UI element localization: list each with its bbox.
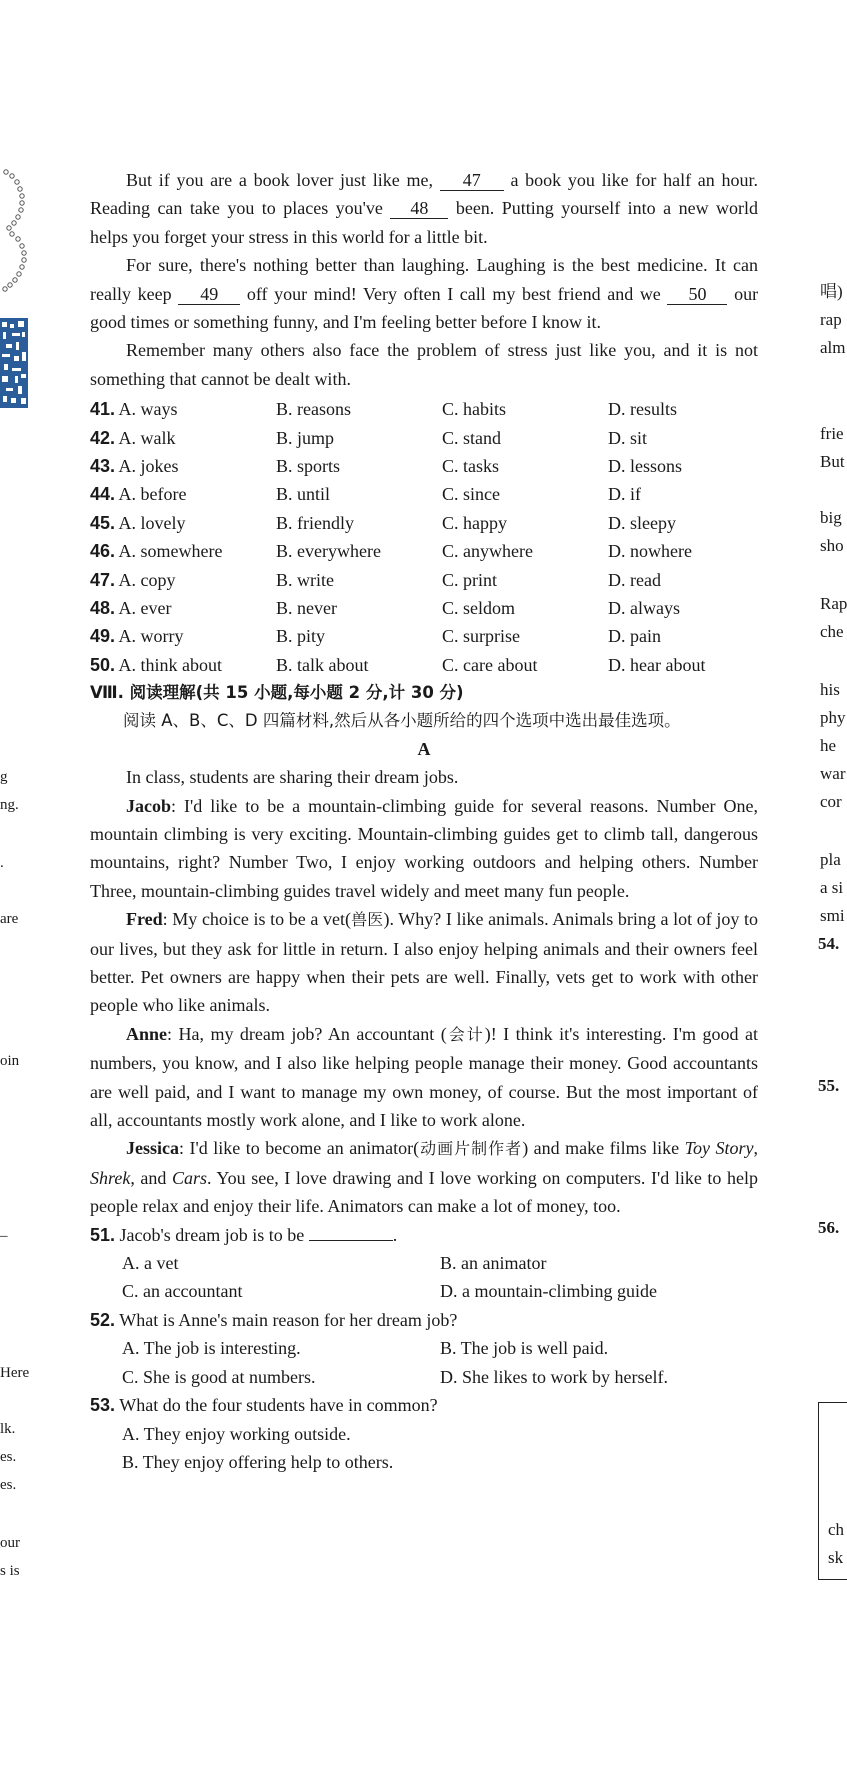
option-c: C. happy xyxy=(442,512,507,533)
blank-47: 47 xyxy=(440,170,504,191)
left-fragment: our xyxy=(0,1535,20,1551)
option-d: D. hear about xyxy=(608,654,706,675)
option-a: A. think about xyxy=(118,654,223,675)
left-fragment: are xyxy=(0,911,19,927)
text: : I'd like to become an animator( xyxy=(179,1138,420,1159)
question-number: 41. xyxy=(90,399,116,420)
right-fragment: smi xyxy=(820,906,845,925)
choice-c: C. an accountant xyxy=(122,1281,243,1302)
right-fragment: sk xyxy=(828,1548,844,1567)
choice-row xyxy=(90,1363,758,1391)
question-number: 53. xyxy=(90,1395,116,1416)
option-row xyxy=(90,622,758,650)
option-b: B. friendly xyxy=(276,512,354,533)
right-fragment: che xyxy=(820,622,844,641)
right-fragment: 唱) xyxy=(820,282,843,301)
text: ). Why? I like animals. Animals bring a lot of joy to our lives, but they ask for little in return. I also enjoy helping animals and their owners feel better. Pet owners are happy when their pets are well. Finally, vets get to work with other people who like animals. xyxy=(90,909,758,1016)
right-margin-strip xyxy=(810,0,847,1780)
choice-row xyxy=(90,1334,758,1362)
choice-row xyxy=(90,1249,758,1277)
choice-a: A. a vet xyxy=(122,1253,179,1274)
cloze-paragraph-1 xyxy=(90,166,758,251)
text: , and xyxy=(130,1167,167,1188)
text: : I'd like to be a mountain-climbing guide for several reasons. Number One, mountain climbing is very exciting. Mountain-climbing guides get to climb tall, dangerous mountains, right? Number Two, I enjoy working outdoors and helping others. Number Three, mountain-climbing guides travel widely and meet many fun people. xyxy=(90,795,758,901)
right-fragment: he xyxy=(820,736,837,755)
speaker-name: Jessica xyxy=(126,1138,179,1159)
option-row xyxy=(90,651,758,679)
speaker-name: Jacob xyxy=(126,795,171,816)
blank-48: 48 xyxy=(390,198,448,219)
speaker-name: Fred xyxy=(126,909,163,930)
text: )! I think it's interesting. I'm good at numbers, you know, and I also like helping people manage their money. Good accountants are well paid, and I want to manage my own money, of course. But the most important of all, accountants mostly work alone, and I like to work alone. xyxy=(90,1023,758,1131)
question-number: 50. xyxy=(90,654,116,675)
option-row xyxy=(90,537,758,565)
choice-b: B. The job is well paid. xyxy=(440,1338,609,1359)
option-d: D. sit xyxy=(608,427,648,448)
choice-d: D. a mountain-climbing guide xyxy=(440,1281,657,1302)
question-number: 44. xyxy=(90,484,116,505)
right-fragment: alm xyxy=(820,338,846,357)
answer-blank xyxy=(309,1240,393,1241)
choice-a: A. The job is interesting. xyxy=(122,1338,301,1359)
film-title: Toy Story xyxy=(684,1138,754,1159)
text: , xyxy=(753,1138,758,1159)
left-fragment: Here xyxy=(0,1365,30,1381)
right-fragment: war xyxy=(820,764,846,783)
question-53 xyxy=(90,1391,758,1419)
choice-b: B. They enjoy offering help to others. xyxy=(122,1451,394,1472)
left-margin-strip xyxy=(0,0,40,1780)
section-heading: Ⅷ. 阅读理解(共 15 小题,每小题 2 分,计 30 分) xyxy=(90,683,464,703)
question-51 xyxy=(90,1221,758,1249)
option-b: B. everywhere xyxy=(276,541,381,562)
option-b: B. until xyxy=(276,484,331,505)
jessica-paragraph xyxy=(90,1134,758,1220)
cloze-options-list xyxy=(90,395,758,679)
option-a: A. before xyxy=(118,484,187,505)
right-fragment: cor xyxy=(820,792,842,811)
right-fragment: his xyxy=(820,680,840,699)
question-number: 43. xyxy=(90,456,116,477)
right-fragment: frie xyxy=(820,424,844,443)
option-a: A. worry xyxy=(118,626,184,647)
option-d: D. always xyxy=(608,597,680,618)
speaker-name: Anne xyxy=(126,1023,168,1044)
left-fragment: g xyxy=(0,769,8,785)
text: : Ha, my dream job? An accountant ( xyxy=(167,1023,447,1044)
choice-row xyxy=(90,1277,758,1305)
option-b: B. pity xyxy=(276,626,326,647)
question-number: 46. xyxy=(90,541,116,562)
right-fragment: sho xyxy=(820,536,844,555)
right-fragment: Rap xyxy=(820,594,847,613)
text: ) and make films like xyxy=(522,1138,680,1159)
left-fragment: es. xyxy=(0,1477,17,1493)
option-b: B. talk about xyxy=(276,654,369,675)
option-c: C. care about xyxy=(442,654,538,675)
choice-c: C. She is good at numbers. xyxy=(122,1366,316,1387)
option-c: C. tasks xyxy=(442,456,500,477)
main-column xyxy=(90,166,758,1476)
right-question-number: 55. xyxy=(818,1076,840,1095)
bead-chain-decoration xyxy=(0,168,30,298)
option-row xyxy=(90,509,758,537)
option-row xyxy=(90,566,758,594)
choice-d: D. She likes to work by herself. xyxy=(440,1366,668,1387)
option-a: A. jokes xyxy=(118,456,179,477)
chinese-gloss: 动画片制作者 xyxy=(419,1139,523,1159)
option-d: D. pain xyxy=(608,626,661,647)
choice-b: B. an animator xyxy=(440,1253,547,1274)
text: For sure, there's nothing better than laughing. Laughing is the best medicine. It can really keep xyxy=(90,255,758,304)
question-stem: Jacob's dream job is to be xyxy=(119,1224,305,1245)
text: : My choice is to be a vet( xyxy=(162,909,352,930)
right-fragment: big xyxy=(820,508,842,527)
right-fragment: ch xyxy=(828,1520,845,1539)
left-fragment: es. xyxy=(0,1449,17,1465)
option-row xyxy=(90,452,758,480)
option-c: C. anywhere xyxy=(442,541,533,562)
cloze-paragraph-3: Remember many others also face the problem of stress just like you, and it is not something that cannot be dealt with. xyxy=(90,340,758,389)
left-fragment: _ xyxy=(0,1223,8,1239)
right-question-number: 56. xyxy=(818,1218,840,1237)
choice-a: A. They enjoy working outside. xyxy=(122,1423,351,1444)
option-row xyxy=(90,395,758,423)
option-b: B. never xyxy=(276,597,337,618)
fred-paragraph xyxy=(90,905,758,1020)
right-fragment: rap xyxy=(820,310,842,329)
option-a: A. ways xyxy=(118,399,178,420)
right-question-number: 54. xyxy=(818,934,840,953)
right-fragment: phy xyxy=(820,708,846,727)
option-c: C. habits xyxy=(442,399,507,420)
option-c: C. seldom xyxy=(442,597,516,618)
question-stem: What is Anne's main reason for her dream job? xyxy=(119,1309,458,1330)
option-d: D. nowhere xyxy=(608,541,692,562)
option-a: A. lovely xyxy=(118,512,186,533)
text: off your mind! Very often I call my best friend and we xyxy=(246,283,661,304)
cloze-paragraph-2 xyxy=(90,251,758,336)
chinese-gloss: 兽医 xyxy=(351,910,384,930)
question-52 xyxy=(90,1306,758,1334)
option-row xyxy=(90,480,758,508)
option-c: C. since xyxy=(442,484,500,505)
text: been. Putting yourself into a new world helps you forget your stress in this world for a little bit. xyxy=(90,198,759,247)
question-number: 47. xyxy=(90,569,116,590)
option-c: C. surprise xyxy=(442,626,520,647)
text: a book you like for half an hour. Reading can take you to places you've xyxy=(90,170,759,219)
right-fragment: pla xyxy=(820,850,841,869)
question-number: 45. xyxy=(90,512,116,533)
option-a: A. walk xyxy=(118,427,176,448)
option-row xyxy=(90,594,758,622)
section-instruction: 阅读 A、B、C、D 四篇材料,然后从各小题所给的四个选项中选出最佳选项。 xyxy=(123,711,681,731)
option-d: D. sleepy xyxy=(608,512,676,533)
qr-code xyxy=(0,318,28,408)
jacob-paragraph xyxy=(90,792,758,906)
right-fragment: But xyxy=(820,452,845,471)
anne-paragraph xyxy=(90,1020,758,1135)
left-fragment: s is xyxy=(0,1563,20,1579)
text: . xyxy=(392,1224,398,1245)
question-number: 48. xyxy=(90,597,116,618)
option-row xyxy=(90,424,758,452)
question-stem: What do the four students have in common? xyxy=(119,1395,438,1416)
option-a: A. ever xyxy=(118,597,172,618)
passage-label: A xyxy=(417,739,431,760)
blank-50: 50 xyxy=(667,284,727,305)
text: . You see, I love drawing and I love working on computers. I'd like to help people relax and enjoy their life. Animators can make a lot of money, too. xyxy=(90,1167,758,1217)
passage-intro: In class, students are sharing their dream jobs. xyxy=(126,767,459,788)
left-fragment: ng. xyxy=(0,797,19,813)
option-c: C. print xyxy=(442,569,498,590)
option-d: D. if xyxy=(608,484,641,505)
left-fragment: . xyxy=(0,855,4,871)
text: our good times or something funny, and I'm feeling better before I know it. xyxy=(90,283,759,333)
option-d: D. lessons xyxy=(608,456,683,477)
chinese-gloss: 会计 xyxy=(446,1024,485,1044)
option-b: B. reasons xyxy=(276,399,351,420)
left-fragment: oin xyxy=(0,1053,20,1069)
option-a: A. copy xyxy=(118,569,176,590)
option-c: C. stand xyxy=(442,427,502,448)
option-b: B. sports xyxy=(276,456,341,477)
option-a: A. somewhere xyxy=(118,541,223,562)
film-title: Shrek xyxy=(90,1167,131,1188)
film-title: Cars xyxy=(172,1167,208,1188)
option-d: D. read xyxy=(608,569,661,590)
question-number: 51. xyxy=(90,1224,116,1245)
right-fragment: a si xyxy=(820,878,844,897)
option-d: D. results xyxy=(608,399,677,420)
question-number: 49. xyxy=(90,626,116,647)
question-number: 52. xyxy=(90,1309,116,1330)
question-number: 42. xyxy=(90,427,116,448)
option-b: B. jump xyxy=(276,427,335,448)
left-fragment: lk. xyxy=(0,1421,16,1437)
text: But if you are a book lover just like me, xyxy=(126,170,433,190)
blank-49: 49 xyxy=(178,284,240,305)
option-b: B. write xyxy=(276,569,334,590)
